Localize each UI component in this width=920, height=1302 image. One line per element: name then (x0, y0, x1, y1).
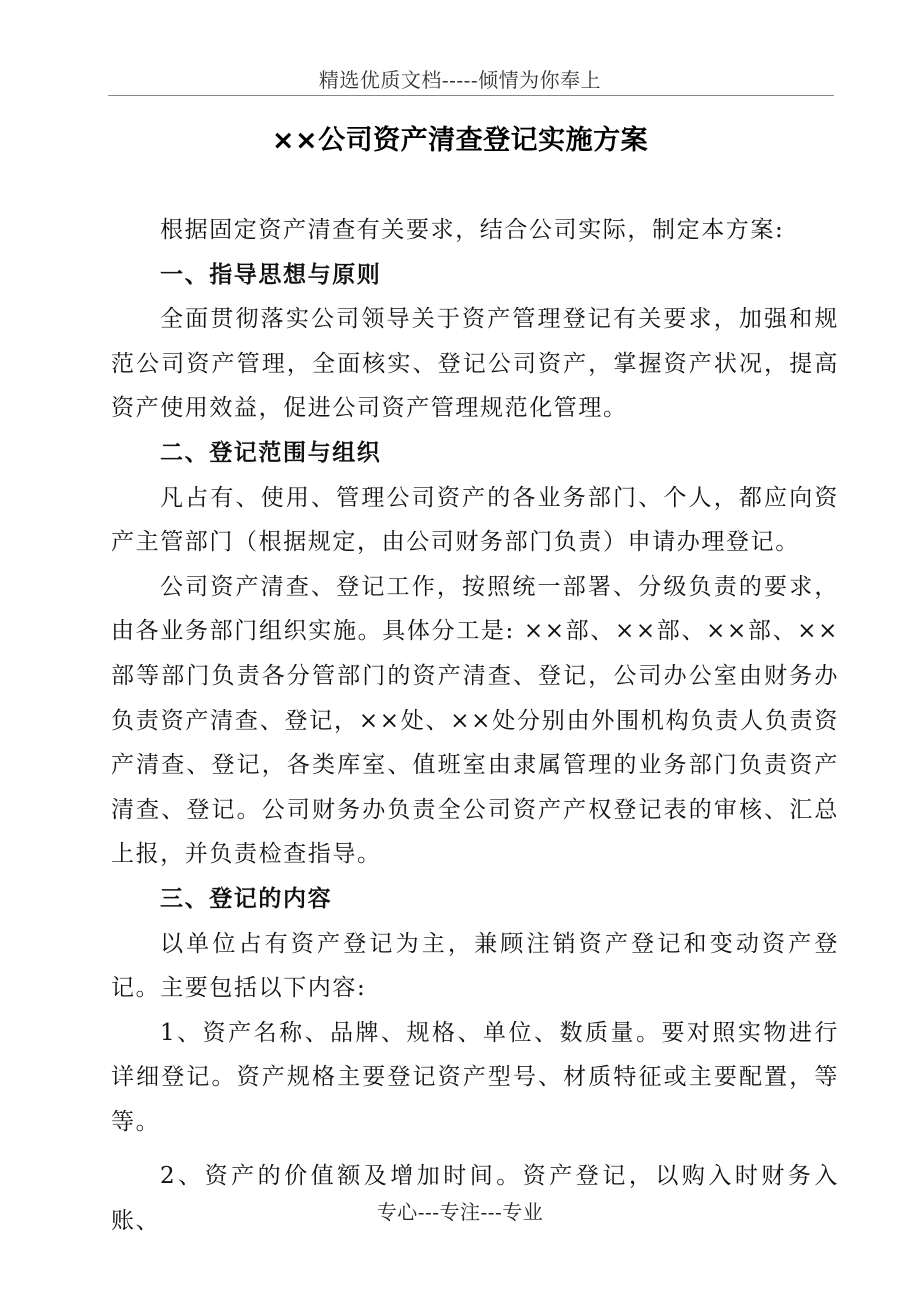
intro-paragraph: 根据固定资产清查有关要求，结合公司实际，制定本方案: (160, 217, 785, 243)
paragraph: 全面贯彻落实公司领导关于资产管理登记有关要求，加强和规范公司资产管理，全面核实、登记公司资产，掌握资产状况，提高资产使用效益，促进公司资产管理规范化管理。 (111, 306, 839, 422)
section-heading-1: 一、指导思想与原则 (160, 261, 382, 288)
header-divider (108, 95, 834, 96)
list-item-paragraph: 1、资产名称、品牌、规格、单位、数质量。要对照实物进行详细登记。资产规格主要登记资产型号、材质特征或主要配置，等等。 (111, 1019, 839, 1135)
paragraph: 公司资产清查、登记工作，按照统一部署、分级负责的要求，由各业务部门组织实施。具体分工是: ××部、××部、××部、××部等部门负责各分管部门的资产清查、登记，公司办公室由财务办负责资产清查、登记，××处、××处分别由外围机构负责人负责资产清查、登记，各类库室、值班室由隶属管理的业务部门负责资产清查、登记。公司财务办负责全公司资产产权登记表的审核、汇总上报，并负责检查指导。 (111, 573, 839, 868)
document-body (111, 208, 839, 1244)
document-title: ××公司资产清查登记实施方案 (271, 125, 649, 156)
list-item-paragraph: 2、资产的价值额及增加时间。资产登记，以购入时财务入账、 (111, 1163, 839, 1235)
paragraph: 凡占有、使用、管理公司资产的各业务部门、个人，都应向资产主管部门（根据规定，由公司财务部门负责）申请办理登记。 (111, 484, 839, 556)
section-heading-2: 二、登记范围与组织 (160, 439, 382, 466)
section-heading-3: 三、登记的内容 (160, 885, 333, 912)
page-header: 精选优质文档-----倾情为你奉上 (318, 68, 602, 92)
page-footer: 专心---专注---专业 (376, 1200, 544, 1224)
paragraph: 以单位占有资产登记为主，兼顾注销资产登记和变动资产登记。主要包括以下内容: (111, 930, 839, 1002)
